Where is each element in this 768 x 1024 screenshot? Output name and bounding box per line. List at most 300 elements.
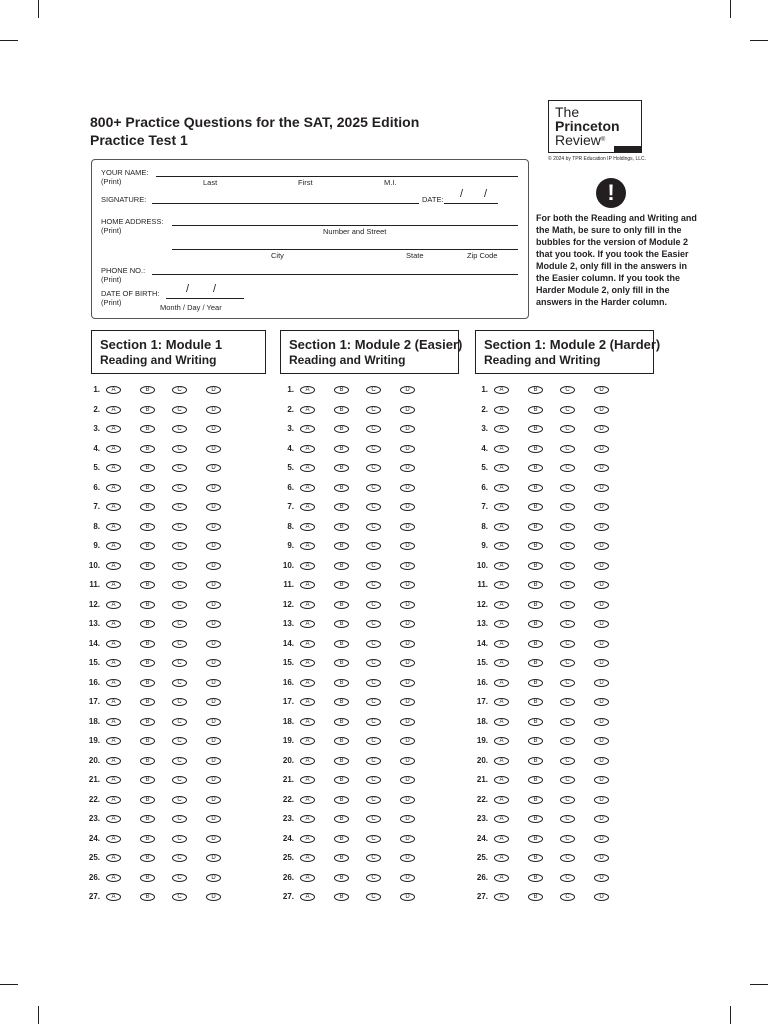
answer-bubble-b[interactable]: B	[140, 874, 155, 882]
answer-bubble-b[interactable]: B	[334, 581, 349, 589]
answer-bubble-c[interactable]: C	[172, 640, 187, 648]
answer-bubble-b[interactable]: B	[528, 620, 543, 628]
answer-bubble-c[interactable]: C	[560, 484, 575, 492]
answer-bubble-d[interactable]: D	[594, 640, 609, 648]
answer-bubble-b[interactable]: B	[140, 893, 155, 901]
answer-bubble-c[interactable]: C	[366, 386, 381, 394]
answer-bubble-b[interactable]: B	[334, 757, 349, 765]
answer-bubble-d[interactable]: D	[400, 640, 415, 648]
answer-bubble-c[interactable]: C	[172, 698, 187, 706]
answer-bubble-c[interactable]: C	[366, 757, 381, 765]
answer-bubble-a[interactable]: A	[300, 406, 315, 414]
answer-bubble-b[interactable]: B	[140, 523, 155, 531]
answer-bubble-b[interactable]: B	[334, 776, 349, 784]
answer-bubble-c[interactable]: C	[172, 854, 187, 862]
answer-bubble-b[interactable]: B	[528, 406, 543, 414]
answer-bubble-c[interactable]: C	[560, 581, 575, 589]
answer-bubble-b[interactable]: B	[528, 718, 543, 726]
answer-bubble-c[interactable]: C	[172, 523, 187, 531]
answer-bubble-a[interactable]: A	[106, 640, 121, 648]
answer-bubble-d[interactable]: D	[400, 386, 415, 394]
answer-bubble-a[interactable]: A	[494, 542, 509, 550]
answer-bubble-a[interactable]: A	[300, 815, 315, 823]
answer-bubble-a[interactable]: A	[106, 484, 121, 492]
answer-bubble-a[interactable]: A	[494, 796, 509, 804]
answer-bubble-c[interactable]: C	[366, 776, 381, 784]
answer-bubble-a[interactable]: A	[300, 718, 315, 726]
answer-bubble-d[interactable]: D	[594, 659, 609, 667]
answer-bubble-c[interactable]: C	[560, 640, 575, 648]
answer-bubble-d[interactable]: D	[206, 737, 221, 745]
answer-bubble-a[interactable]: A	[300, 562, 315, 570]
answer-bubble-c[interactable]: C	[560, 445, 575, 453]
answer-bubble-d[interactable]: D	[594, 718, 609, 726]
answer-bubble-a[interactable]: A	[106, 542, 121, 550]
answer-bubble-c[interactable]: C	[560, 796, 575, 804]
answer-bubble-b[interactable]: B	[528, 757, 543, 765]
answer-bubble-c[interactable]: C	[366, 640, 381, 648]
answer-bubble-a[interactable]: A	[106, 425, 121, 433]
answer-bubble-d[interactable]: D	[594, 542, 609, 550]
answer-bubble-c[interactable]: C	[560, 874, 575, 882]
answer-bubble-a[interactable]: A	[494, 620, 509, 628]
answer-bubble-a[interactable]: A	[300, 737, 315, 745]
answer-bubble-c[interactable]: C	[366, 815, 381, 823]
answer-bubble-d[interactable]: D	[594, 776, 609, 784]
answer-bubble-c[interactable]: C	[172, 445, 187, 453]
answer-bubble-d[interactable]: D	[400, 698, 415, 706]
answer-bubble-c[interactable]: C	[172, 601, 187, 609]
answer-bubble-d[interactable]: D	[206, 835, 221, 843]
answer-bubble-d[interactable]: D	[594, 874, 609, 882]
answer-bubble-a[interactable]: A	[106, 406, 121, 414]
answer-bubble-d[interactable]: D	[400, 581, 415, 589]
answer-bubble-a[interactable]: A	[300, 542, 315, 550]
answer-bubble-d[interactable]: D	[206, 796, 221, 804]
answer-bubble-d[interactable]: D	[400, 601, 415, 609]
answer-bubble-a[interactable]: A	[106, 776, 121, 784]
answer-bubble-a[interactable]: A	[106, 757, 121, 765]
answer-bubble-c[interactable]: C	[560, 425, 575, 433]
answer-bubble-a[interactable]: A	[494, 835, 509, 843]
answer-bubble-d[interactable]: D	[400, 679, 415, 687]
answer-bubble-d[interactable]: D	[400, 562, 415, 570]
answer-bubble-c[interactable]: C	[172, 815, 187, 823]
answer-bubble-a[interactable]: A	[300, 445, 315, 453]
answer-bubble-c[interactable]: C	[560, 406, 575, 414]
answer-bubble-a[interactable]: A	[106, 386, 121, 394]
answer-bubble-b[interactable]: B	[334, 737, 349, 745]
answer-bubble-a[interactable]: A	[106, 698, 121, 706]
answer-bubble-a[interactable]: A	[106, 815, 121, 823]
answer-bubble-b[interactable]: B	[334, 484, 349, 492]
answer-bubble-a[interactable]: A	[300, 835, 315, 843]
answer-bubble-a[interactable]: A	[300, 893, 315, 901]
answer-bubble-a[interactable]: A	[106, 581, 121, 589]
answer-bubble-c[interactable]: C	[560, 620, 575, 628]
answer-bubble-d[interactable]: D	[400, 718, 415, 726]
answer-bubble-c[interactable]: C	[366, 659, 381, 667]
answer-bubble-a[interactable]: A	[300, 620, 315, 628]
answer-bubble-a[interactable]: A	[494, 737, 509, 745]
answer-bubble-b[interactable]: B	[528, 601, 543, 609]
answer-bubble-c[interactable]: C	[172, 835, 187, 843]
answer-bubble-c[interactable]: C	[172, 659, 187, 667]
answer-bubble-d[interactable]: D	[206, 601, 221, 609]
answer-bubble-c[interactable]: C	[560, 893, 575, 901]
answer-bubble-c[interactable]: C	[560, 737, 575, 745]
answer-bubble-b[interactable]: B	[334, 679, 349, 687]
answer-bubble-b[interactable]: B	[528, 679, 543, 687]
answer-bubble-c[interactable]: C	[366, 679, 381, 687]
answer-bubble-d[interactable]: D	[594, 601, 609, 609]
answer-bubble-b[interactable]: B	[334, 835, 349, 843]
answer-bubble-c[interactable]: C	[366, 562, 381, 570]
answer-bubble-a[interactable]: A	[300, 796, 315, 804]
answer-bubble-b[interactable]: B	[334, 874, 349, 882]
answer-bubble-c[interactable]: C	[560, 464, 575, 472]
answer-bubble-a[interactable]: A	[106, 620, 121, 628]
answer-bubble-c[interactable]: C	[172, 718, 187, 726]
answer-bubble-a[interactable]: A	[494, 484, 509, 492]
answer-bubble-b[interactable]: B	[528, 796, 543, 804]
answer-bubble-b[interactable]: B	[140, 386, 155, 394]
answer-bubble-a[interactable]: A	[300, 581, 315, 589]
answer-bubble-d[interactable]: D	[206, 679, 221, 687]
answer-bubble-d[interactable]: D	[206, 776, 221, 784]
answer-bubble-b[interactable]: B	[334, 601, 349, 609]
answer-bubble-d[interactable]: D	[206, 542, 221, 550]
answer-bubble-d[interactable]: D	[594, 503, 609, 511]
answer-bubble-c[interactable]: C	[560, 815, 575, 823]
answer-bubble-a[interactable]: A	[300, 854, 315, 862]
answer-bubble-b[interactable]: B	[528, 484, 543, 492]
answer-bubble-b[interactable]: B	[334, 620, 349, 628]
answer-bubble-d[interactable]: D	[400, 796, 415, 804]
answer-bubble-b[interactable]: B	[528, 425, 543, 433]
answer-bubble-b[interactable]: B	[528, 835, 543, 843]
answer-bubble-a[interactable]: A	[300, 640, 315, 648]
answer-bubble-d[interactable]: D	[594, 679, 609, 687]
answer-bubble-a[interactable]: A	[494, 406, 509, 414]
answer-bubble-c[interactable]: C	[366, 854, 381, 862]
answer-bubble-d[interactable]: D	[400, 542, 415, 550]
answer-bubble-d[interactable]: D	[594, 386, 609, 394]
answer-bubble-c[interactable]: C	[560, 386, 575, 394]
answer-bubble-c[interactable]: C	[172, 620, 187, 628]
answer-bubble-c[interactable]: C	[366, 503, 381, 511]
answer-bubble-d[interactable]: D	[400, 757, 415, 765]
answer-bubble-d[interactable]: D	[206, 659, 221, 667]
answer-bubble-b[interactable]: B	[140, 776, 155, 784]
answer-bubble-a[interactable]: A	[106, 854, 121, 862]
answer-bubble-a[interactable]: A	[494, 893, 509, 901]
answer-bubble-d[interactable]: D	[400, 484, 415, 492]
answer-bubble-a[interactable]: A	[494, 386, 509, 394]
answer-bubble-c[interactable]: C	[560, 679, 575, 687]
answer-bubble-b[interactable]: B	[140, 796, 155, 804]
answer-bubble-b[interactable]: B	[140, 484, 155, 492]
answer-bubble-b[interactable]: B	[334, 425, 349, 433]
answer-bubble-d[interactable]: D	[594, 425, 609, 433]
answer-bubble-c[interactable]: C	[366, 835, 381, 843]
answer-bubble-d[interactable]: D	[594, 562, 609, 570]
answer-bubble-a[interactable]: A	[300, 698, 315, 706]
answer-bubble-c[interactable]: C	[172, 874, 187, 882]
answer-bubble-c[interactable]: C	[366, 542, 381, 550]
answer-bubble-a[interactable]: A	[106, 464, 121, 472]
answer-bubble-c[interactable]: C	[366, 601, 381, 609]
answer-bubble-b[interactable]: B	[140, 718, 155, 726]
dob-field[interactable]	[166, 298, 244, 299]
address-street-field[interactable]	[172, 225, 518, 226]
answer-bubble-a[interactable]: A	[106, 445, 121, 453]
answer-bubble-b[interactable]: B	[334, 893, 349, 901]
answer-bubble-a[interactable]: A	[494, 698, 509, 706]
answer-bubble-a[interactable]: A	[494, 815, 509, 823]
answer-bubble-a[interactable]: A	[494, 659, 509, 667]
answer-bubble-c[interactable]: C	[172, 425, 187, 433]
answer-bubble-b[interactable]: B	[528, 698, 543, 706]
answer-bubble-c[interactable]: C	[366, 425, 381, 433]
answer-bubble-b[interactable]: B	[140, 503, 155, 511]
answer-bubble-c[interactable]: C	[172, 386, 187, 394]
answer-bubble-d[interactable]: D	[594, 464, 609, 472]
answer-bubble-c[interactable]: C	[560, 601, 575, 609]
answer-bubble-a[interactable]: A	[300, 484, 315, 492]
answer-bubble-d[interactable]: D	[594, 523, 609, 531]
answer-bubble-c[interactable]: C	[172, 893, 187, 901]
answer-bubble-a[interactable]: A	[106, 523, 121, 531]
answer-bubble-c[interactable]: C	[560, 854, 575, 862]
answer-bubble-a[interactable]: A	[106, 737, 121, 745]
answer-bubble-c[interactable]: C	[172, 503, 187, 511]
answer-bubble-c[interactable]: C	[366, 464, 381, 472]
answer-bubble-c[interactable]: C	[366, 523, 381, 531]
answer-bubble-b[interactable]: B	[140, 757, 155, 765]
phone-field[interactable]	[152, 274, 518, 275]
answer-bubble-d[interactable]: D	[400, 854, 415, 862]
answer-bubble-b[interactable]: B	[140, 562, 155, 570]
answer-bubble-d[interactable]: D	[594, 815, 609, 823]
answer-bubble-b[interactable]: B	[528, 776, 543, 784]
answer-bubble-d[interactable]: D	[206, 893, 221, 901]
answer-bubble-a[interactable]: A	[300, 601, 315, 609]
answer-bubble-b[interactable]: B	[528, 445, 543, 453]
name-field[interactable]	[156, 176, 518, 177]
answer-bubble-c[interactable]: C	[560, 542, 575, 550]
answer-bubble-a[interactable]: A	[106, 796, 121, 804]
answer-bubble-d[interactable]: D	[400, 815, 415, 823]
answer-bubble-d[interactable]: D	[206, 581, 221, 589]
answer-bubble-c[interactable]: C	[366, 406, 381, 414]
answer-bubble-c[interactable]: C	[560, 776, 575, 784]
answer-bubble-b[interactable]: B	[140, 659, 155, 667]
answer-bubble-c[interactable]: C	[366, 796, 381, 804]
address-city-field[interactable]	[172, 249, 518, 250]
answer-bubble-a[interactable]: A	[494, 854, 509, 862]
answer-bubble-d[interactable]: D	[400, 893, 415, 901]
answer-bubble-d[interactable]: D	[594, 854, 609, 862]
answer-bubble-a[interactable]: A	[494, 601, 509, 609]
answer-bubble-d[interactable]: D	[206, 698, 221, 706]
answer-bubble-a[interactable]: A	[494, 776, 509, 784]
answer-bubble-d[interactable]: D	[206, 718, 221, 726]
answer-bubble-b[interactable]: B	[334, 503, 349, 511]
answer-bubble-c[interactable]: C	[366, 737, 381, 745]
answer-bubble-a[interactable]: A	[106, 718, 121, 726]
answer-bubble-b[interactable]: B	[334, 640, 349, 648]
answer-bubble-a[interactable]: A	[494, 874, 509, 882]
answer-bubble-b[interactable]: B	[528, 874, 543, 882]
answer-bubble-a[interactable]: A	[494, 523, 509, 531]
answer-bubble-b[interactable]: B	[528, 386, 543, 394]
answer-bubble-d[interactable]: D	[400, 659, 415, 667]
answer-bubble-a[interactable]: A	[300, 464, 315, 472]
answer-bubble-b[interactable]: B	[140, 815, 155, 823]
answer-bubble-c[interactable]: C	[366, 445, 381, 453]
answer-bubble-c[interactable]: C	[172, 776, 187, 784]
answer-bubble-d[interactable]: D	[206, 562, 221, 570]
answer-bubble-a[interactable]: A	[300, 776, 315, 784]
answer-bubble-c[interactable]: C	[366, 874, 381, 882]
answer-bubble-c[interactable]: C	[366, 484, 381, 492]
answer-bubble-d[interactable]: D	[400, 737, 415, 745]
answer-bubble-c[interactable]: C	[172, 737, 187, 745]
answer-bubble-b[interactable]: B	[140, 679, 155, 687]
signature-field[interactable]	[152, 203, 419, 204]
answer-bubble-c[interactable]: C	[560, 659, 575, 667]
answer-bubble-c[interactable]: C	[172, 679, 187, 687]
answer-bubble-b[interactable]: B	[334, 406, 349, 414]
answer-bubble-a[interactable]: A	[300, 425, 315, 433]
answer-bubble-a[interactable]: A	[106, 893, 121, 901]
date-field[interactable]	[444, 203, 498, 204]
answer-bubble-a[interactable]: A	[494, 640, 509, 648]
answer-bubble-a[interactable]: A	[106, 503, 121, 511]
answer-bubble-b[interactable]: B	[334, 523, 349, 531]
answer-bubble-d[interactable]: D	[400, 620, 415, 628]
answer-bubble-b[interactable]: B	[140, 425, 155, 433]
answer-bubble-b[interactable]: B	[334, 562, 349, 570]
answer-bubble-d[interactable]: D	[400, 776, 415, 784]
answer-bubble-b[interactable]: B	[334, 698, 349, 706]
answer-bubble-b[interactable]: B	[528, 737, 543, 745]
answer-bubble-b[interactable]: B	[528, 562, 543, 570]
answer-bubble-b[interactable]: B	[140, 737, 155, 745]
answer-bubble-d[interactable]: D	[206, 523, 221, 531]
answer-bubble-d[interactable]: D	[206, 386, 221, 394]
answer-bubble-b[interactable]: B	[528, 542, 543, 550]
answer-bubble-d[interactable]: D	[594, 835, 609, 843]
answer-bubble-d[interactable]: D	[594, 757, 609, 765]
answer-bubble-d[interactable]: D	[400, 425, 415, 433]
answer-bubble-d[interactable]: D	[400, 503, 415, 511]
answer-bubble-a[interactable]: A	[300, 757, 315, 765]
answer-bubble-d[interactable]: D	[206, 406, 221, 414]
answer-bubble-b[interactable]: B	[334, 815, 349, 823]
answer-bubble-b[interactable]: B	[334, 542, 349, 550]
answer-bubble-b[interactable]: B	[528, 464, 543, 472]
answer-bubble-b[interactable]: B	[140, 620, 155, 628]
answer-bubble-b[interactable]: B	[334, 464, 349, 472]
answer-bubble-b[interactable]: B	[334, 854, 349, 862]
answer-bubble-d[interactable]: D	[594, 484, 609, 492]
answer-bubble-a[interactable]: A	[494, 718, 509, 726]
answer-bubble-b[interactable]: B	[528, 815, 543, 823]
answer-bubble-d[interactable]: D	[594, 698, 609, 706]
answer-bubble-d[interactable]: D	[400, 406, 415, 414]
answer-bubble-c[interactable]: C	[560, 835, 575, 843]
answer-bubble-b[interactable]: B	[334, 796, 349, 804]
answer-bubble-a[interactable]: A	[106, 874, 121, 882]
answer-bubble-a[interactable]: A	[494, 679, 509, 687]
answer-bubble-a[interactable]: A	[300, 679, 315, 687]
answer-bubble-a[interactable]: A	[300, 523, 315, 531]
answer-bubble-d[interactable]: D	[400, 835, 415, 843]
answer-bubble-c[interactable]: C	[560, 698, 575, 706]
answer-bubble-d[interactable]: D	[206, 874, 221, 882]
answer-bubble-b[interactable]: B	[528, 854, 543, 862]
answer-bubble-c[interactable]: C	[560, 718, 575, 726]
answer-bubble-c[interactable]: C	[172, 581, 187, 589]
answer-bubble-b[interactable]: B	[528, 659, 543, 667]
answer-bubble-d[interactable]: D	[206, 854, 221, 862]
answer-bubble-a[interactable]: A	[300, 503, 315, 511]
answer-bubble-d[interactable]: D	[400, 464, 415, 472]
answer-bubble-d[interactable]: D	[400, 523, 415, 531]
answer-bubble-c[interactable]: C	[172, 464, 187, 472]
answer-bubble-d[interactable]: D	[206, 464, 221, 472]
answer-bubble-d[interactable]: D	[206, 640, 221, 648]
answer-bubble-b[interactable]: B	[140, 854, 155, 862]
answer-bubble-c[interactable]: C	[172, 484, 187, 492]
answer-bubble-d[interactable]: D	[206, 425, 221, 433]
answer-bubble-a[interactable]: A	[300, 659, 315, 667]
answer-bubble-b[interactable]: B	[140, 601, 155, 609]
answer-bubble-b[interactable]: B	[334, 659, 349, 667]
answer-bubble-a[interactable]: A	[106, 562, 121, 570]
answer-bubble-d[interactable]: D	[594, 581, 609, 589]
answer-bubble-b[interactable]: B	[528, 523, 543, 531]
answer-bubble-b[interactable]: B	[334, 718, 349, 726]
answer-bubble-c[interactable]: C	[172, 542, 187, 550]
answer-bubble-a[interactable]: A	[106, 601, 121, 609]
answer-bubble-a[interactable]: A	[494, 757, 509, 765]
answer-bubble-d[interactable]: D	[400, 445, 415, 453]
answer-bubble-a[interactable]: A	[106, 659, 121, 667]
answer-bubble-d[interactable]: D	[206, 757, 221, 765]
answer-bubble-c[interactable]: C	[366, 581, 381, 589]
answer-bubble-c[interactable]: C	[560, 503, 575, 511]
answer-bubble-c[interactable]: C	[366, 718, 381, 726]
answer-bubble-d[interactable]: D	[594, 796, 609, 804]
answer-bubble-b[interactable]: B	[140, 640, 155, 648]
answer-bubble-d[interactable]: D	[206, 620, 221, 628]
answer-bubble-d[interactable]: D	[594, 620, 609, 628]
answer-bubble-c[interactable]: C	[366, 620, 381, 628]
answer-bubble-a[interactable]: A	[494, 581, 509, 589]
answer-bubble-b[interactable]: B	[528, 640, 543, 648]
answer-bubble-b[interactable]: B	[528, 581, 543, 589]
answer-bubble-d[interactable]: D	[594, 737, 609, 745]
answer-bubble-a[interactable]: A	[300, 874, 315, 882]
answer-bubble-b[interactable]: B	[140, 698, 155, 706]
answer-bubble-a[interactable]: A	[494, 562, 509, 570]
answer-bubble-d[interactable]: D	[206, 484, 221, 492]
answer-bubble-d[interactable]: D	[400, 874, 415, 882]
answer-bubble-d[interactable]: D	[594, 445, 609, 453]
